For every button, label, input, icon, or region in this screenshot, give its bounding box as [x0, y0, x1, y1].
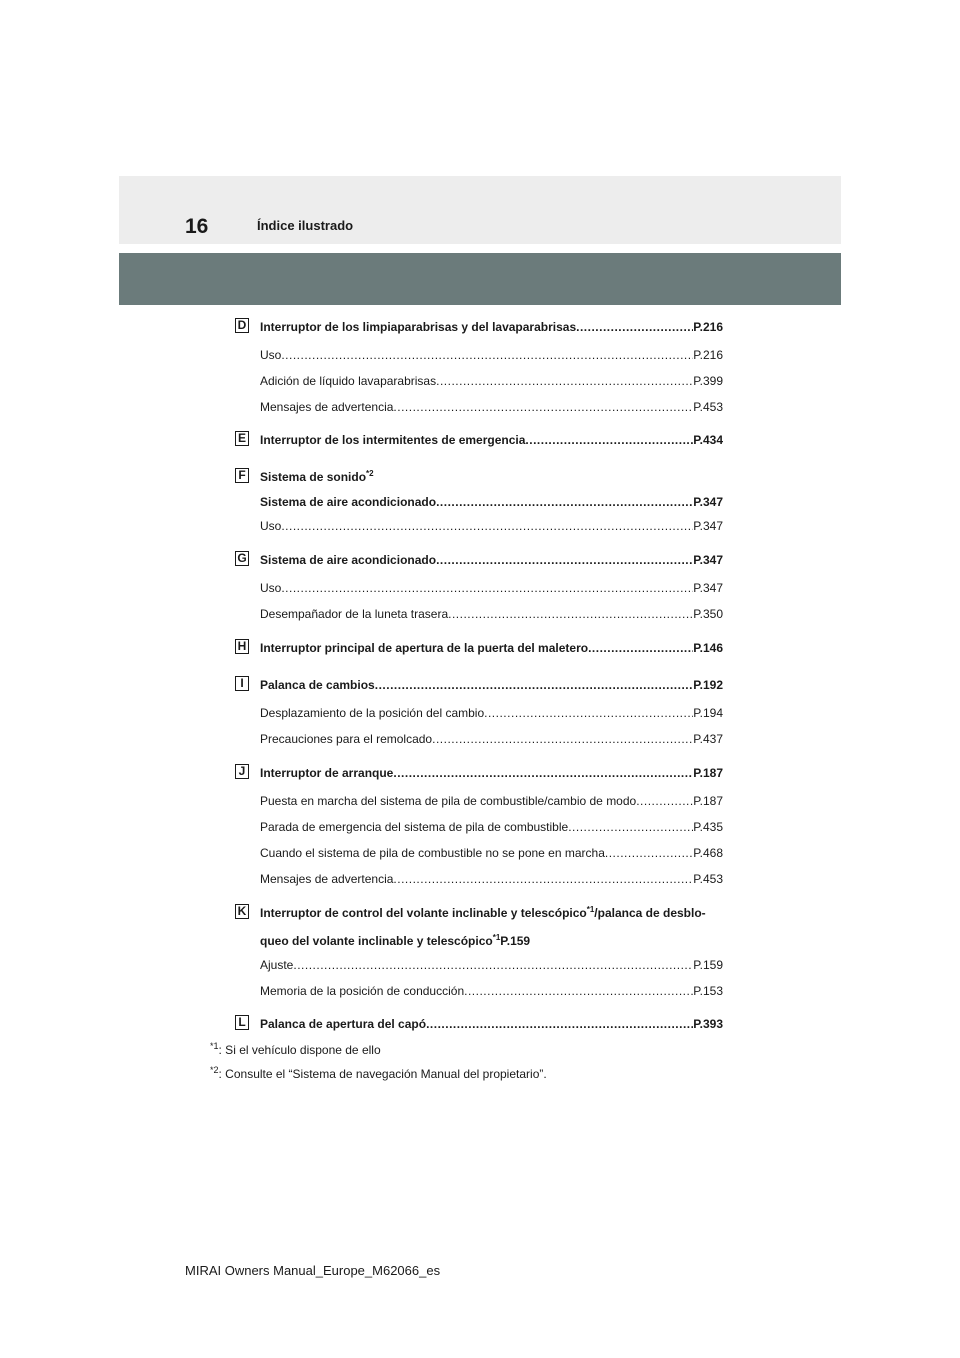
section-title: Índice ilustrado	[257, 218, 354, 233]
index-subentry[interactable]: Desplazamiento de la posición del cambio ..... P.194	[260, 706, 723, 721]
index-entry[interactable]: Interruptor de los limpiaparabrisas y del lavaparabrisas ..... P.216	[260, 320, 723, 335]
index-entry[interactable]: Interruptor de arranque ..... P.187	[260, 766, 723, 781]
index-subentry[interactable]: Ajuste ..... P.159	[260, 958, 723, 973]
index-entry[interactable]: Palanca de apertura del capó ..... P.393	[260, 1017, 723, 1032]
index-subentry[interactable]: Desempañador de la luneta trasera ..... P.350	[260, 607, 723, 622]
section-letter-k: K	[235, 904, 249, 919]
index-entry[interactable]: Sistema de aire acondicionado ..... P.347	[260, 553, 723, 568]
index-entry[interactable]: queo del volante inclinable y telescópico$^{*1}$P.159	[260, 933, 531, 948]
index-entry[interactable]: Palanca de cambios ..... P.192	[260, 678, 723, 693]
footnote: $^{*2}$: Consulte el “Sistema de navegación Manual del propietario”.	[210, 1065, 547, 1081]
index-subentry[interactable]: Mensajes de advertencia ..... P.453	[260, 872, 723, 887]
index-entry[interactable]: Interruptor de los intermitentes de emergencia ..... P.434	[260, 433, 723, 448]
index-subentry[interactable]: Uso ..... P.347	[260, 519, 723, 534]
index-subentry[interactable]: Puesta en marcha del sistema de pila de combustible/cambio de modo ..... P.187	[260, 794, 723, 809]
index-entry[interactable]: Sistema de sonido$^{*2}$	[260, 469, 374, 484]
section-letter-g: G	[235, 551, 249, 566]
section-letter-l: L	[235, 1015, 249, 1030]
index-subentry[interactable]: Cuando el sistema de pila de combustible no se pone en marcha ..... P.468	[260, 846, 723, 861]
section-letter-h: H	[235, 639, 249, 654]
index-subentry[interactable]: Adición de líquido lavaparabrisas ..... P.399	[260, 374, 723, 389]
index-entry[interactable]: Interruptor principal de apertura de la puerta del maletero ..... P.146	[260, 641, 723, 656]
footnote: $^{*1}$: Si el vehículo dispone de ello	[210, 1041, 381, 1057]
page-number: 16	[185, 215, 209, 238]
section-letter-e: E	[235, 431, 249, 446]
index-subentry[interactable]: Uso ..... P.216	[260, 348, 723, 363]
index-subentry[interactable]: Memoria de la posición de conducción ..... P.153	[260, 984, 723, 999]
index-subentry[interactable]: Uso ..... P.347	[260, 581, 723, 596]
index-entry[interactable]: Interruptor de control del volante inclinable y telescópico$^{*1}$/palanca de desblo-	[260, 905, 706, 920]
section-letter-d: D	[235, 318, 249, 333]
section-letter-i: I	[235, 676, 249, 691]
section-letter-f: F	[235, 468, 249, 483]
index-subentry[interactable]: Precauciones para el remolcado ..... P.437	[260, 732, 723, 747]
section-letter-j: J	[235, 764, 249, 779]
index-subentry[interactable]: Parada de emergencia del sistema de pila de combustible ..... P.435	[260, 820, 723, 835]
index-subentry[interactable]: Mensajes de advertencia ..... P.453	[260, 400, 723, 415]
index-entry[interactable]: Sistema de aire acondicionado ..... P.347	[260, 495, 723, 510]
footer-manual-id: MIRAI Owners Manual_Europe_M62066_es	[185, 1263, 441, 1278]
